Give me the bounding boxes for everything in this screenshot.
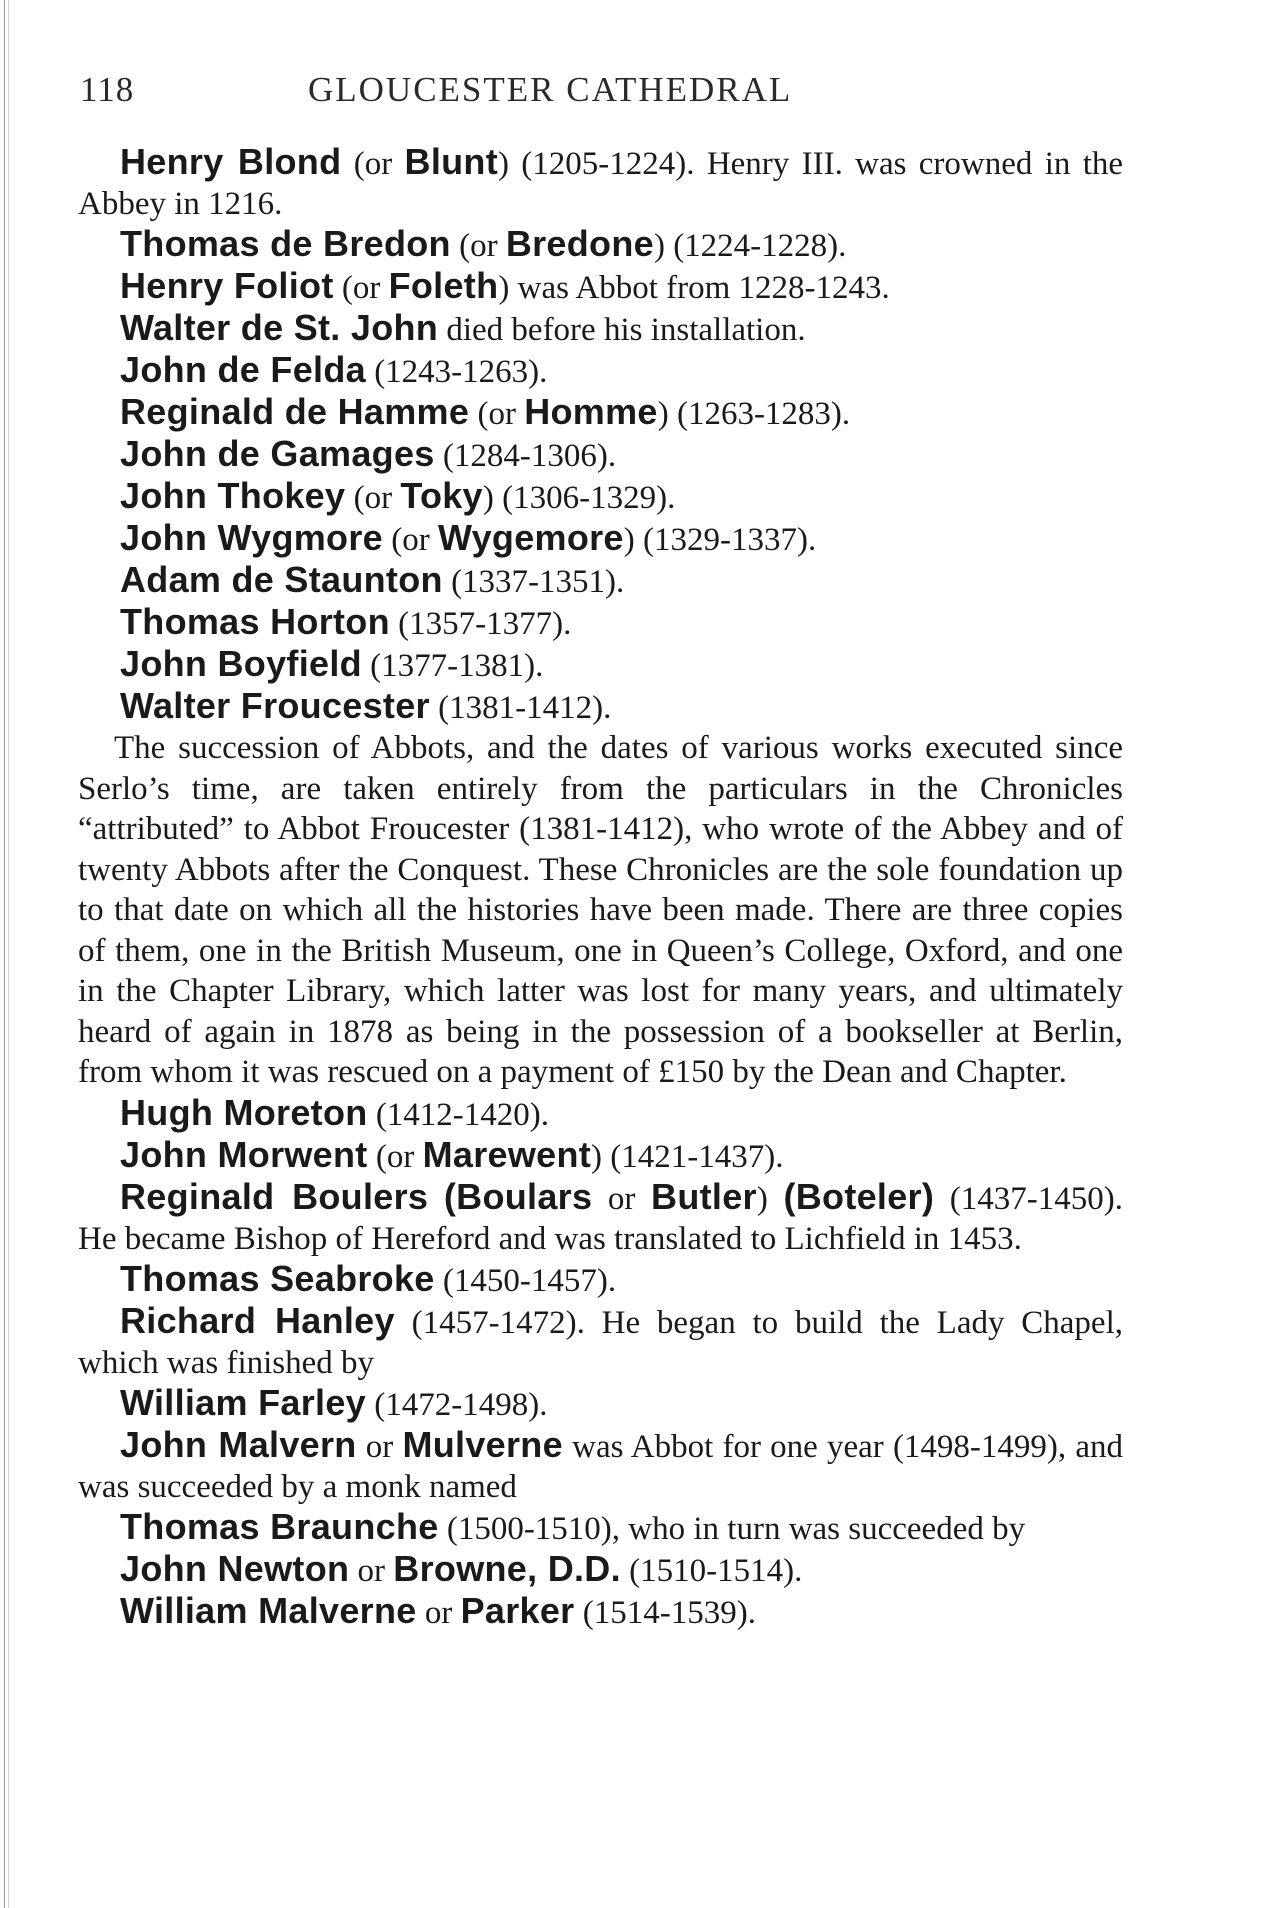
abbot-entry: John de Felda (1243-1263). bbox=[120, 349, 548, 390]
abbot-entry: Henry Foliot (or Foleth) was Abbot from 1228-1243. bbox=[120, 265, 890, 306]
abbot-entry: Hugh Moreton (1412-1420). bbox=[120, 1091, 550, 1133]
page-edge-shadow bbox=[8, 0, 9, 1908]
abbot-entry: Thomas de Bredon (or Bredone) (1224-1228). bbox=[120, 223, 847, 264]
chronicles-paragraph: The succession of Abbots, and the dates of various works executed since Serlo’s time, are taken entirely from the particulars in the Chronicles “attributed” to Abbot Froucester (1381-1412), who wrote of the Abbey and of twenty Abbots after the Conquest. These Chronicles are the sole foundation up to that date on which all the histories have been made. There are three copies of them, one in the British Museum, one in Queen’s College, Oxford, and one in the Chapter Library, which latter was lost for many years, and ultimately heard of again in 1878 as being in the possession of a bookseller at Berlin, from whom it was rescued on a payment of £150 by the Dean and Chapter. bbox=[78, 730, 1123, 1090]
abbot-entry: Thomas Horton (1357-1377). bbox=[120, 601, 572, 642]
abbot-entry: John Thokey (or Toky) (1306-1329). bbox=[120, 475, 676, 516]
running-title: GLOUCESTER CATHEDRAL bbox=[308, 70, 793, 109]
abbot-entry: Adam de Staunton (1337-1351). bbox=[120, 559, 625, 600]
page-number: 118 bbox=[80, 70, 135, 109]
abbot-entry: Henry Blond (or Blunt) (1205-1224). Henry III. was crowned in the Abbey in 1216. bbox=[78, 141, 1124, 222]
abbot-entry: Reginald de Hamme (or Homme) (1263-1283). bbox=[120, 391, 851, 432]
abbot-entry: Walter de St. John died before his installation. bbox=[120, 307, 806, 348]
abbot-entry: John Malvern or Mulverne was Abbot for one year (1498-1499), and was succeeded by a monk named bbox=[78, 1423, 1123, 1505]
abbot-entry: Walter Froucester (1381-1412). bbox=[120, 685, 612, 726]
abbot-entry: John de Gamages (1284-1306). bbox=[120, 433, 617, 474]
abbot-entry: John Morwent (or Marewent) (1421-1437). bbox=[120, 1133, 784, 1175]
abbot-entry: Reginald Boulers (Boulars or Butler) (Boteler) (1437-1450). He became Bishop of Hereford and was translated to Lichfield in 1453. bbox=[78, 1175, 1123, 1257]
abbot-entry: John Wygmore (or Wygemore) (1329-1337). bbox=[120, 517, 817, 558]
book-page bbox=[78, 70, 1123, 1633]
abbot-entry: William Malverne or Parker (1514-1539). bbox=[120, 1589, 756, 1631]
abbot-entry: Thomas Braunche (1500-1510), who in turn was succeeded by bbox=[120, 1505, 1026, 1547]
page-edge-line bbox=[4, 0, 5, 1908]
abbot-entry: John Boyfield (1377-1381). bbox=[120, 643, 544, 684]
abbot-entry: John Newton or Browne, D.D. (1510-1514). bbox=[120, 1547, 803, 1589]
abbot-entry: William Farley (1472-1498). bbox=[120, 1381, 548, 1423]
running-head bbox=[78, 70, 1123, 114]
abbot-entry: Thomas Seabroke (1450-1457). bbox=[120, 1257, 617, 1299]
abbot-entry: Richard Hanley (1457-1472). He began to build the Lady Chapel, which was finished by bbox=[78, 1299, 1124, 1381]
